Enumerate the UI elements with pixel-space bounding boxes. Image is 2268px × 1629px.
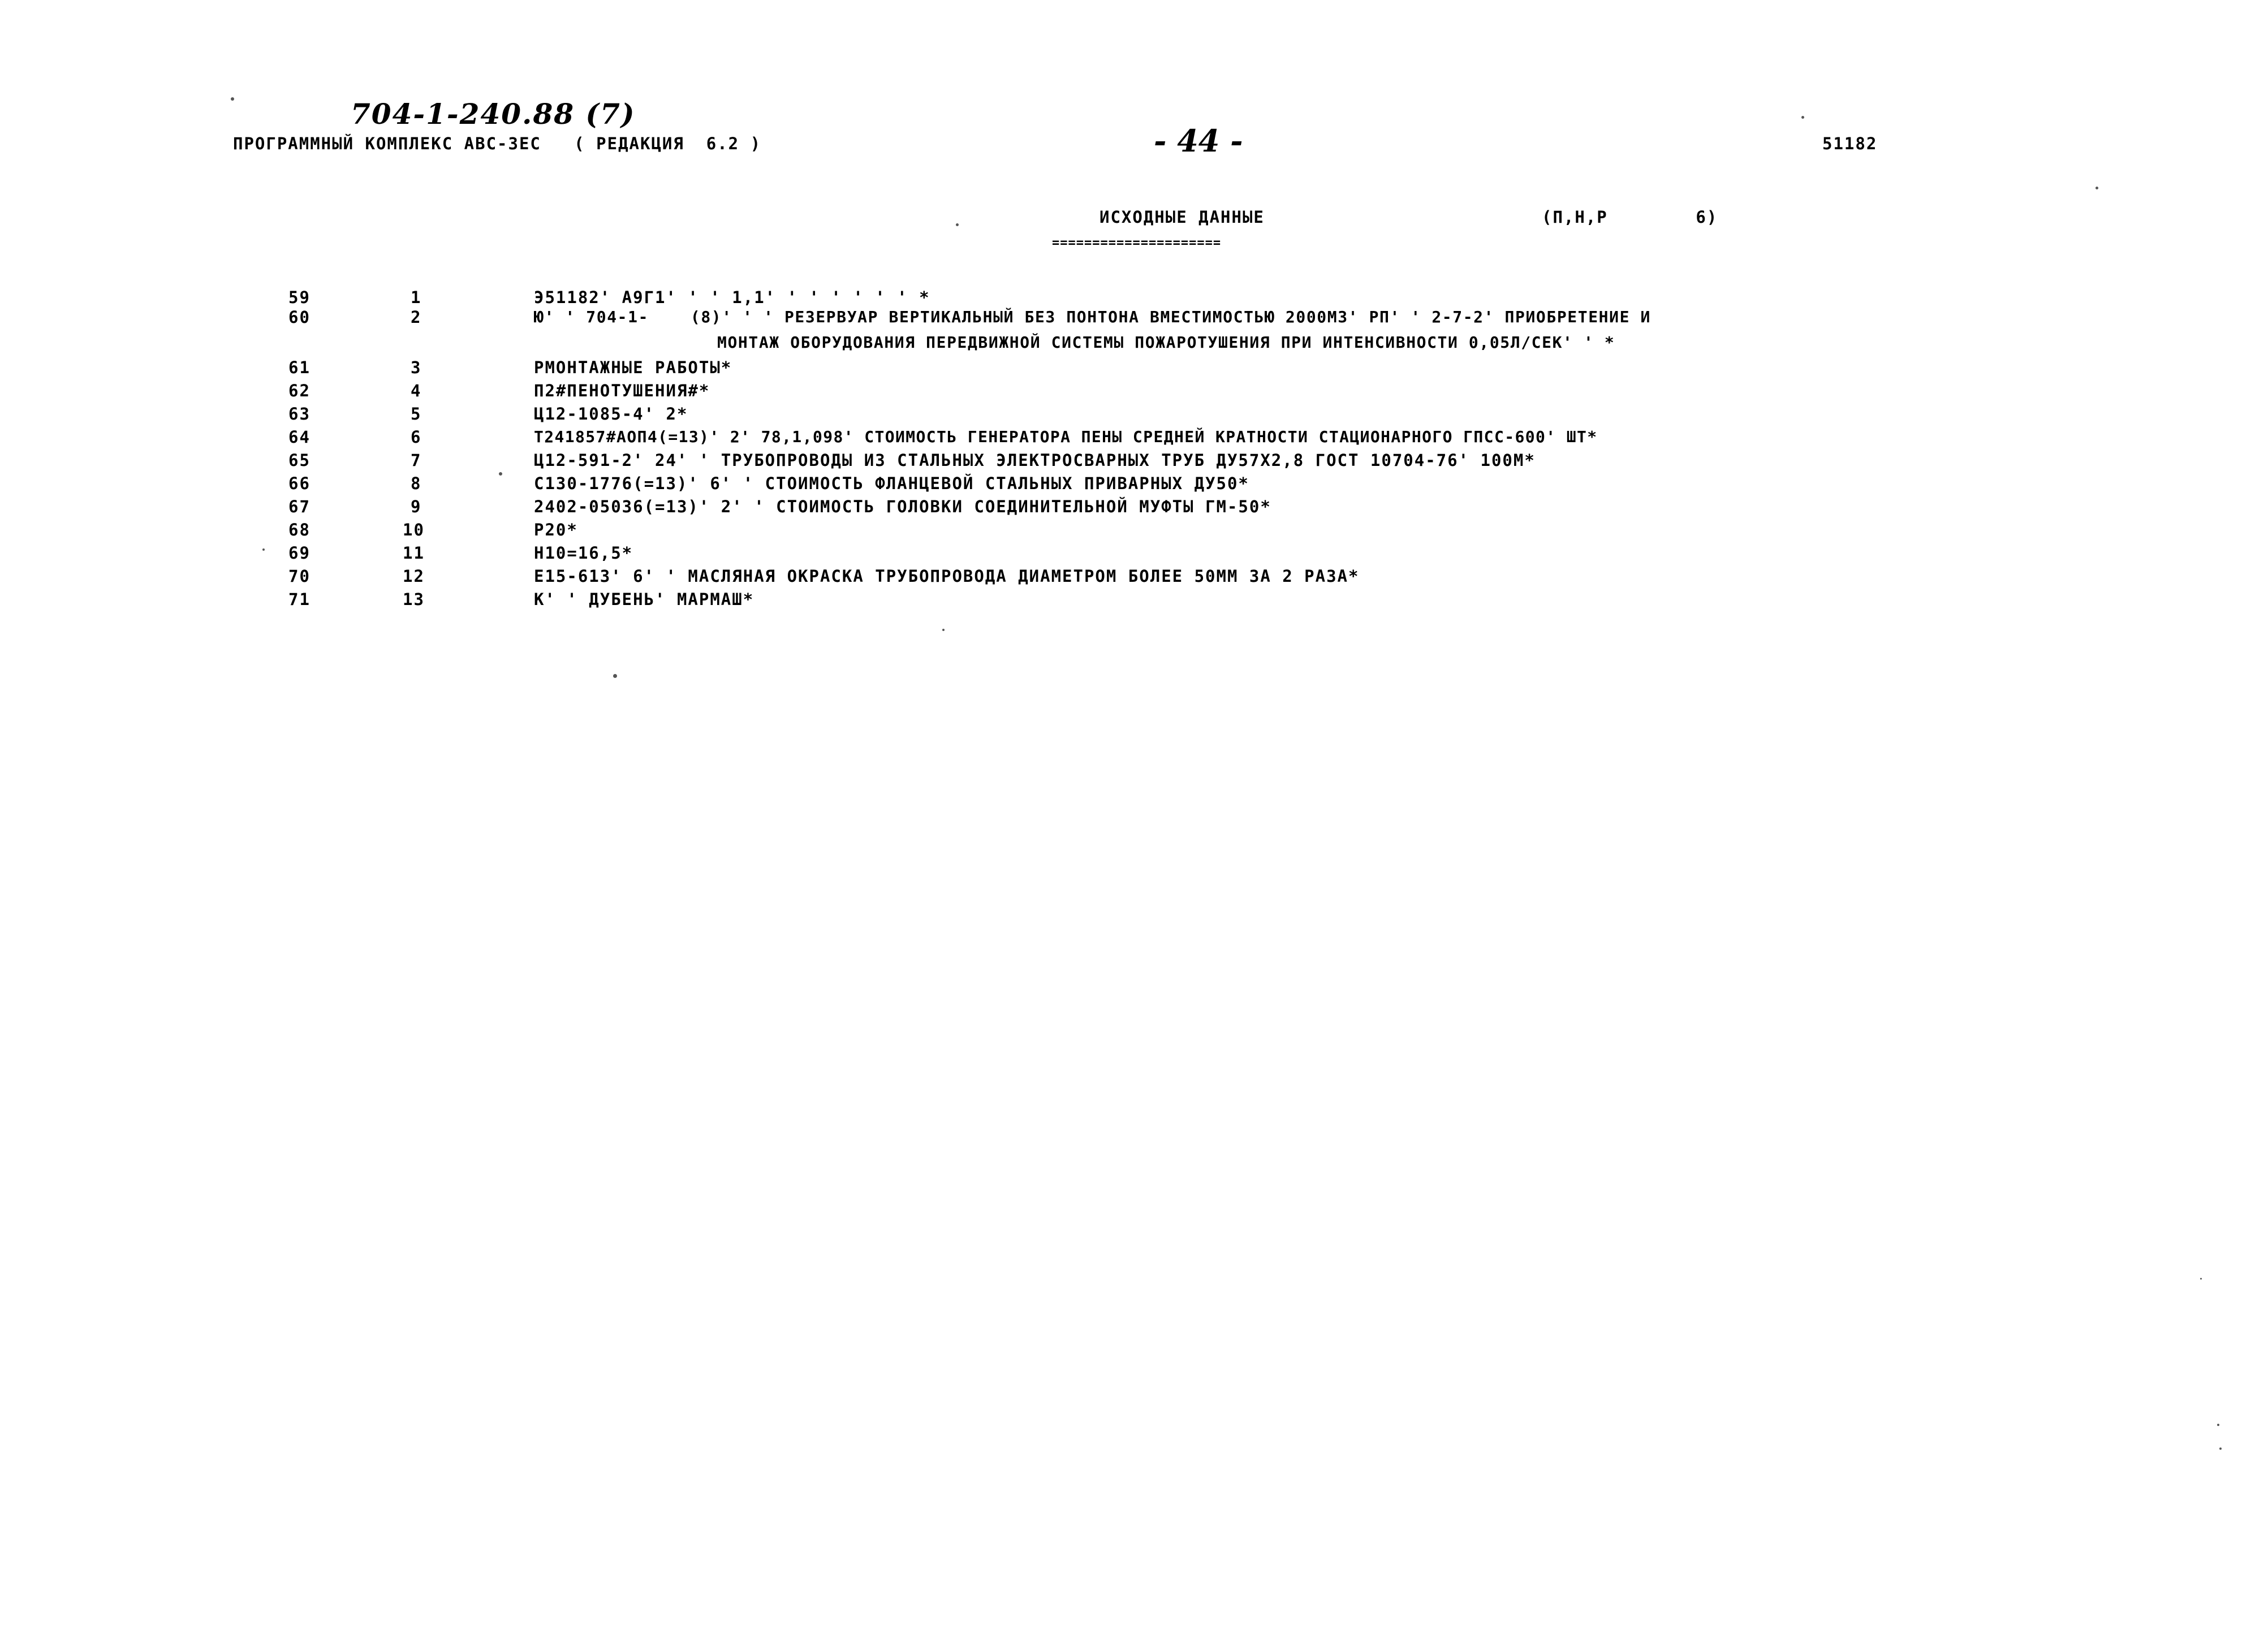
line-number: 68 (288, 520, 311, 539)
handwritten-project-code: 704-1-240.88 (7) (351, 97, 636, 131)
line-number: 66 (288, 474, 311, 493)
record-index: 5 (411, 404, 422, 424)
record-text: Ц12-1085-4' 2* (534, 404, 688, 424)
record-index: 9 (411, 497, 422, 516)
scan-speck (2095, 187, 2098, 189)
record-index: 12 (403, 567, 425, 586)
record-index: 10 (403, 520, 425, 539)
record-index: 4 (411, 381, 422, 400)
section-parameters: (П,Н,Р 6) (1542, 208, 1718, 227)
record-index: 6 (411, 427, 422, 447)
record-text: Э51182' А9Г1' ' ' 1,1' ' ' ' ' ' ' * (534, 288, 930, 307)
line-number: 63 (288, 404, 311, 424)
scan-speck (1801, 116, 1804, 119)
scan-speck (2219, 1447, 2222, 1450)
line-number: 61 (288, 358, 311, 377)
line-number: 59 (288, 288, 311, 307)
scan-speck (956, 223, 959, 226)
record-text: С130-1776(=13)' 6' ' СТОИМОСТЬ ФЛАНЦЕВОЙ СТАЛЬНЫХ ПРИВАРНЫХ ДУ50* (534, 474, 1249, 493)
document-number: 51182 (1822, 134, 1878, 153)
scan-speck (262, 548, 265, 551)
line-number: 60 (288, 308, 311, 327)
line-number: 62 (288, 381, 311, 400)
line-number: 69 (288, 543, 311, 563)
record-index: 1 (411, 288, 422, 307)
record-index: 2 (411, 308, 422, 327)
scan-speck (499, 472, 502, 476)
program-complex-label: ПРОГРАММНЫЙ КОМПЛЕКС АВС-3ЕС ( РЕДАКЦИЯ 6.2 ) (233, 134, 762, 153)
record-text: Ю' ' 704-1- (8)' ' ' РЕЗЕРВУАР ВЕРТИКАЛЬНЫЙ БЕЗ ПОНТОНА ВМЕСТИМОСТЬЮ 2000М3' РП' ' 2-7-2' ПРИОБРЕТЕНИЕ И (534, 308, 1651, 326)
record-text-continuation: МОНТАЖ ОБОРУДОВАНИЯ ПЕРЕДВИЖНОЙ СИСТЕМЫ ПОЖАРОТУШЕНИЯ ПРИ ИНТЕНСИВНОСТИ 0,05Л/СЕК' ' * (717, 333, 1615, 352)
record-index: 11 (403, 543, 425, 563)
record-index: 3 (411, 358, 422, 377)
scan-speck (2217, 1424, 2219, 1426)
record-index: 13 (403, 590, 425, 609)
record-index: 8 (411, 474, 422, 493)
line-number: 71 (288, 590, 311, 609)
record-text: РМОНТАЖНЫЕ РАБОТЫ* (534, 358, 732, 377)
page-number: - 44 - (1154, 123, 1243, 159)
record-text: 2402-05036(=13)' 2' ' СТОИМОСТЬ ГОЛОВКИ СОЕДИНИТЕЛЬНОЙ МУФТЫ ГМ-50* (534, 497, 1271, 516)
section-title-underline: ===================== (1052, 236, 1222, 250)
scan-speck (942, 629, 945, 631)
record-text: Р20* (534, 520, 578, 539)
record-text: Е15-613' 6' ' МАСЛЯНАЯ ОКРАСКА ТРУБОПРОВОДА ДИАМЕТРОМ БОЛЕЕ 50ММ ЗА 2 РАЗА* (534, 567, 1360, 586)
scan-speck (231, 97, 234, 101)
record-text: К' ' ДУБЕНЬ' МАРМАШ* (534, 590, 754, 609)
record-text: Т241857#АОП4(=13)' 2' 78,1,098' СТОИМОСТЬ ГЕНЕРАТОРА ПЕНЫ СРЕДНЕЙ КРАТНОСТИ СТАЦИОНАРНОГО ГПСС-600' ШТ* (534, 427, 1598, 446)
record-text: Ц12-591-2' 24' ' ТРУБОПРОВОДЫ ИЗ СТАЛЬНЫХ ЭЛЕКТРОСВАРНЫХ ТРУБ ДУ57Х2,8 ГОСТ 10704-76' 100М* (534, 451, 1536, 470)
record-text: Н10=16,5* (534, 543, 633, 563)
line-number: 64 (288, 427, 311, 447)
record-text: П2#ПЕНОТУШЕНИЯ#* (534, 381, 710, 400)
line-number: 70 (288, 567, 311, 586)
line-number: 65 (288, 451, 311, 470)
scan-speck (2200, 1278, 2202, 1280)
section-title: ИСХОДНЫЕ ДАННЫЕ (1099, 208, 1265, 227)
scan-speck (613, 674, 617, 678)
line-number: 67 (288, 497, 311, 516)
record-index: 7 (411, 451, 422, 470)
